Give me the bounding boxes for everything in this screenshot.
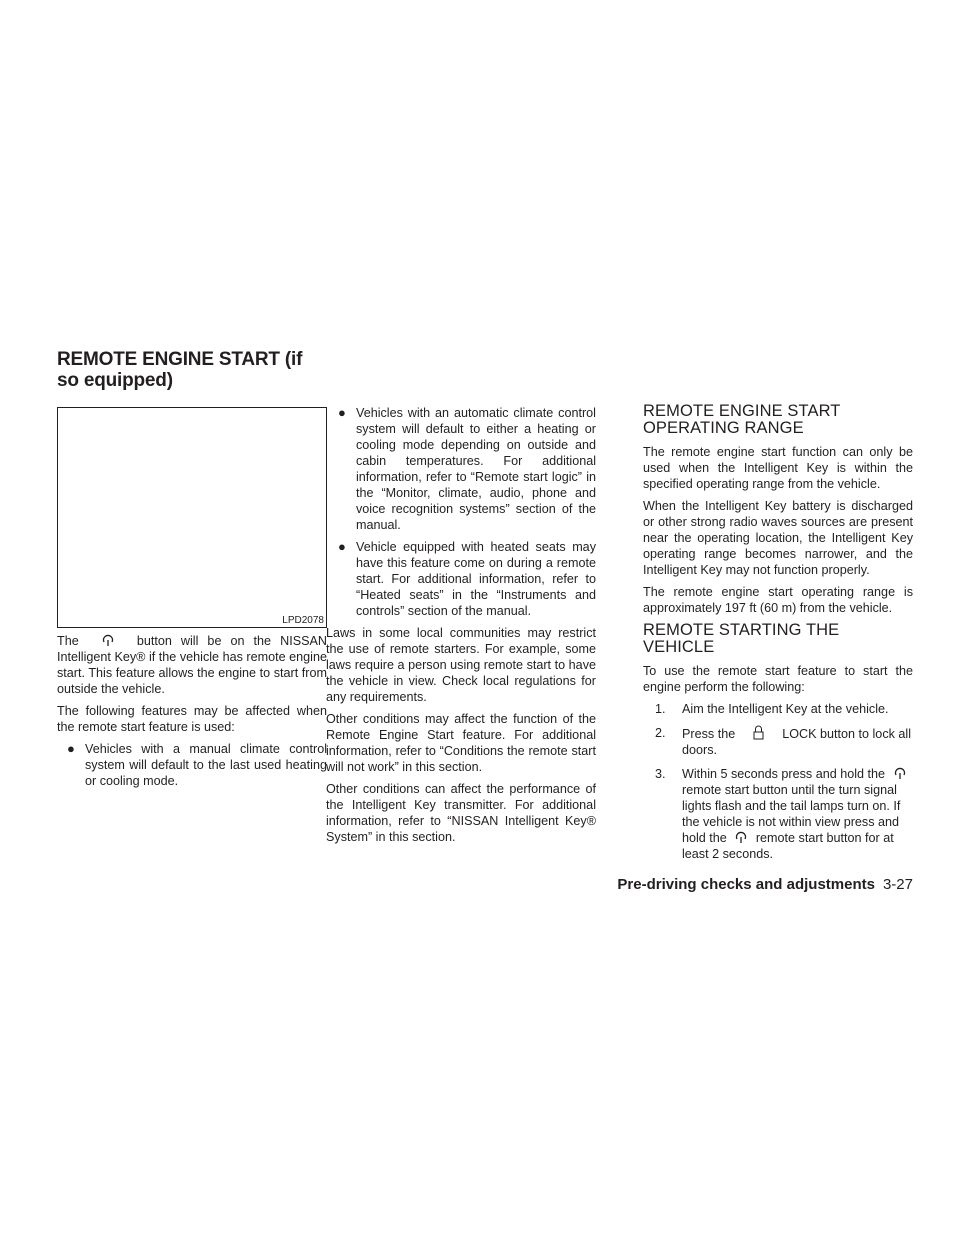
- procedure-intro: To use the remote start feature to start the engine perform the following:: [643, 664, 913, 694]
- lock-icon: [739, 725, 779, 742]
- step-2: 2. Press the LOCK button to lock all doors.: [655, 726, 912, 757]
- operating-range-heading: REMOTE ENGINE START OPERATING RANGE: [643, 402, 841, 437]
- column-2: [326, 405, 596, 851]
- column-1: [57, 633, 327, 795]
- laws-paragraph: Laws in some local communities may restrict the use of remote starters. For example, some laws require a person using remote start to have the vehicle in view. Check local regulations for any requirements.: [326, 626, 596, 704]
- figure-placeholder: [57, 407, 327, 628]
- features-paragraph: The following features may be affected when the remote start feature is used:: [57, 704, 327, 734]
- bullet-icon: ●: [67, 741, 75, 756]
- list-item: ● Vehicles with a manual climate control system will default to the last used heating or cooling mode.: [67, 741, 327, 788]
- bullet-icon: ●: [338, 405, 346, 420]
- list-item: ● Vehicle equipped with heated seats may have this feature come on during a remote start. For additional information, refer to “Heated seats” in the “Instruments and controls” section of the manual.: [338, 539, 596, 618]
- range-paragraph-1: The remote engine start function can only be used when the Intelligent Key is within the specified operating range from the vehicle.: [643, 445, 913, 491]
- conditions-paragraph: Other conditions may affect the function of the Remote Engine Start feature. For additional information, refer to “Conditions the remote start will not work” in this section.: [326, 712, 596, 774]
- range-paragraph-3: The remote engine start operating range is approximately 197 ft (60 m) from the vehicle.: [643, 585, 913, 615]
- transmitter-paragraph: Other conditions can affect the performance of the Intelligent Key transmitter. For additional information, refer to “NISSAN Intelligent Key® System” in this section.: [326, 782, 596, 844]
- section-title: REMOTE ENGINE START (if so equipped): [57, 349, 303, 391]
- intro-paragraph: The button will be on the NISSAN Intelligent Key® if the vehicle has remote engine start. This feature allows the engine to start from outside the vehicle.: [57, 634, 328, 696]
- list-item: ● Vehicles with an automatic climate control system will default to either a heating or cooling mode depending on outside and cabin temperatures. For additional information, refer to “Remote start logic” in the “Monitor, climate, audio, phone and voice recognition systems” section of the manual.: [338, 405, 596, 532]
- figure-id: LPD2078: [282, 615, 324, 626]
- chapter-title: Pre-driving checks and adjustments: [617, 876, 875, 893]
- remote-start-icon: [889, 766, 911, 782]
- bullet-icon: ●: [338, 539, 346, 554]
- step-3: 3. Within 5 seconds press and hold the remote start button until the turn signal lights flash and the tail lamps turn on. If the vehicle is not within view press and hold the remote start button for at least 2 seconds.: [655, 766, 913, 862]
- remote-start-icon: [88, 633, 128, 649]
- page-number: 3-27: [882, 876, 913, 893]
- remote-start-icon: [730, 830, 752, 846]
- range-paragraph-2: When the Intelligent Key battery is discharged or other strong radio waves sources are present near the operating location, the Intelligent Key operating range becomes narrower, and the Intelligent Key may not function properly.: [643, 499, 913, 577]
- column-3: [643, 403, 913, 870]
- page-footer: [617, 876, 913, 894]
- step-1: 1. Aim the Intelligent Key at the vehicle.: [655, 702, 889, 716]
- remote-starting-heading: REMOTE STARTING THE VEHICLE: [643, 621, 840, 656]
